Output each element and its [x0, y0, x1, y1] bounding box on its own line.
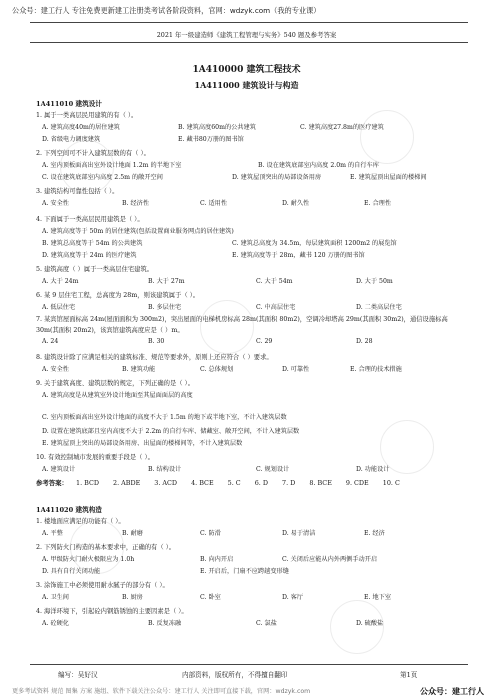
answer: 4. BCE: [191, 479, 214, 487]
footer-author: 编写：吴好汉: [58, 671, 98, 679]
option: A. 建筑高度是从建筑室外设计地面至其屋面面层的高度: [42, 392, 193, 399]
top-banner: 公众号：建工行人 专注免费更新建工注册类考试各阶段资料，官网：wdzyk.com（我的专业课）: [12, 6, 321, 15]
option: E. 建筑高度等于 28m，藏书 120 万册的图书馆: [232, 252, 365, 259]
option: E. 建筑屋顶上突出的局部设备用房、出屋面的楼梯间等，不计入建筑层数: [42, 440, 243, 447]
option: C. 建筑高度27.8m的医疗建筑: [300, 124, 384, 131]
question-2-1: 1. 楼地面应满足的功能有（ ）。: [36, 518, 125, 525]
option: A. 室内顶板面高出室外设计地面 1.2m 的半地下室: [42, 162, 182, 169]
answer: 10. C: [382, 479, 400, 487]
option: D. 建筑高度等于 24m 的医疗建筑: [42, 252, 137, 259]
footer-notice: 内部资料，版权所有，不得擅自翻印: [182, 671, 288, 679]
option: D. 建筑屋顶突出的局部设备用房: [232, 174, 322, 181]
option: A. 低层住宅: [42, 304, 76, 311]
answer: 8. BCE: [309, 479, 332, 487]
option: A. 甲级防火门耐火极限应为 1.0h: [42, 556, 135, 563]
page-number: 第1页: [400, 671, 418, 679]
option: A. 建筑高度40m的居住建筑: [42, 124, 120, 131]
option: D. 功能设计: [356, 466, 390, 473]
option: B. 建筑总高度等于 54m 的公共建筑: [42, 240, 143, 247]
option: A. 建筑设计: [42, 466, 76, 473]
bottom-banner: 更多考试资料 规范 图集 方案 施组、软件下载关注公众号：建工行人 关注即可直接下载，官网：wdzyk.com: [12, 688, 311, 695]
option: A. 平整: [42, 530, 63, 537]
option: B. 耐磨: [122, 530, 143, 537]
option: A. 安全性: [42, 200, 69, 207]
option: B. 设在建筑底部室内高度 2.0m 的自行车库: [258, 162, 379, 169]
option: D. 易于清洁: [282, 530, 316, 537]
option: D. 耐久性: [282, 200, 310, 207]
option: D. 省级电力调度建筑: [42, 136, 101, 143]
option: E. 建筑屋顶出屋面的楼梯间: [350, 174, 427, 181]
question-2-3: 3. 涂饰施工中必须使用耐水腻子的部分有（ ）。: [36, 582, 169, 589]
option: C. 29: [256, 338, 273, 345]
option: C. 卧室: [200, 594, 221, 601]
option: C. 设在建筑底部室内高度 2.5m 的敞开空间: [42, 174, 163, 181]
question-8: 8. 建筑设计除了应满足相关的建筑标准、规范等要求外，原则上还应符合（ ）要求。: [36, 354, 273, 361]
option: A. 大于 24m: [42, 278, 79, 285]
option: D. 设置在建筑底部且室内高度不大于 2.2m 的自行车库、储藏室、敞开空间，不计入建筑层数: [42, 428, 300, 435]
option: E. 合理性: [364, 200, 392, 207]
option: B. 向内开启: [200, 556, 234, 563]
option: E. 开启后，门扇不应跨越变形缝: [200, 568, 289, 575]
top-divider: [30, 22, 468, 23]
option: C. 规划设计: [256, 466, 290, 473]
answer: 1. BCD: [76, 479, 99, 487]
option: E. 经济: [364, 530, 385, 537]
answer: 9. CDE: [345, 479, 369, 487]
option: A. 砼硬化: [42, 620, 69, 627]
watermark-seal: [330, 600, 384, 654]
watermark-seal: [360, 110, 414, 164]
option: D. 具有自行关闭功能: [42, 568, 101, 575]
question-5: 5. 建筑高度（ ）属于一类高层住宅建筑。: [36, 266, 154, 273]
section-heading-design: 1A411010 建筑设计: [36, 100, 102, 108]
option: D. 可靠性: [282, 366, 310, 373]
question-1: 1. 属于一类高层民用建筑的有（ ）。: [36, 112, 138, 119]
main-title: 1A410000 建筑工程技术: [192, 65, 301, 75]
answer: 7. D: [282, 479, 296, 487]
question-6: 6. 某 9 层住宅工程，总高度为 28m，则该建筑属于（ ）。: [36, 292, 200, 299]
option: C. 中高层住宅: [256, 304, 296, 311]
answer: 5. C: [227, 479, 241, 487]
section-heading-construction: 1A411020 建筑构造: [36, 506, 102, 514]
answer: 6. D: [254, 479, 268, 487]
option: D. 二类高层住宅: [356, 304, 402, 311]
option: D. 大于 50m: [356, 278, 393, 285]
option: B. 多层住宅: [148, 304, 182, 311]
option: B. 厨房: [122, 594, 143, 601]
question-4: 4. 下面属于一类高层民用建筑是（ ）。: [36, 216, 144, 223]
doc-subtitle: 2021 年一级建造师《建筑工程管理与实务》540 题及参考答案: [156, 31, 337, 39]
option: C. 总体规划: [200, 366, 234, 373]
option: C. 防滑: [200, 530, 221, 537]
option: A. 卫生间: [42, 594, 69, 601]
option: B. 建筑高度60m的公共建筑: [178, 124, 256, 131]
question-2: 2. 下列空间可不计入建筑层数的有（ ）。: [36, 150, 150, 157]
question-2-2: 2. 下列防火门构造的基本要求中，正确的有（ ）。: [36, 544, 176, 551]
option: A. 安全性: [42, 366, 69, 373]
option: C. 氯盐: [256, 620, 277, 627]
option: D. 客厅: [282, 594, 304, 601]
question-10: 10. 有效控制城市发展的重要手段是（ ）。: [36, 454, 154, 461]
option: B. 建筑功能: [122, 366, 156, 373]
option: D. 28: [356, 338, 373, 345]
answer-key: [36, 478, 400, 487]
answer: 3. ACD: [154, 479, 178, 487]
question-7: 7. 某宾馆屋面标高 24m(屋面面积为 300m2)，突出屋面的电梯机房标高 28m(其面积 80m2)，空调冷却塔高 29m(其面积 30m2)，通信设施标高 30m(其面积 20m2)，该宾馆建筑高度应是（ ）m。: [36, 316, 448, 334]
question-2-4: 4. 海洋环境下，引起砼内钢筋锈蚀的主要因素是（ ）。: [36, 608, 188, 615]
answer: 2. ABDE: [113, 479, 141, 487]
option: C. 室内顶板面高出室外设计地面的高度不大于 1.5m 的地下或半地下室，不计入建筑层数: [42, 414, 287, 421]
option: E. 合理的技术措施: [350, 366, 402, 373]
answer-key-label: 参考答案：: [36, 479, 68, 487]
option: E. 藏书80万册的图书馆: [178, 136, 244, 143]
section-title: 1A411000 建筑设计与构造: [194, 80, 299, 90]
option: D. 硫酸盐: [356, 620, 384, 627]
option: B. 30: [148, 338, 165, 345]
option: E. 地下室: [364, 594, 392, 601]
option: B. 经济性: [122, 200, 150, 207]
option: A. 建筑高度等于 50m 的居住建筑(包括设置商业服务网点的居住建筑): [42, 228, 234, 235]
option: B. 结构设计: [148, 466, 182, 473]
question-9: 9. 关于建筑高度、建筑层数的规定，下列正确的是（ ）。: [36, 380, 194, 387]
option: C. 建筑总高度为 34.5m，每层建筑面积 1200m2 的展览馆: [232, 240, 397, 247]
option: C. 关闭后应能从内外两侧手动开启: [282, 556, 378, 563]
option: B. 大于 27m: [148, 278, 185, 285]
subtitle-divider: [30, 42, 468, 43]
option: C. 适用性: [200, 200, 228, 207]
bottom-brand: 公众号：建工行人: [420, 687, 484, 696]
question-3: 3. 建筑结构可靠性包括（ ）。: [36, 188, 119, 195]
option: C. 大于 54m: [256, 278, 293, 285]
option: B. 反复冻融: [148, 620, 182, 627]
footer-divider: [30, 664, 468, 665]
option: A. 24: [42, 338, 59, 345]
